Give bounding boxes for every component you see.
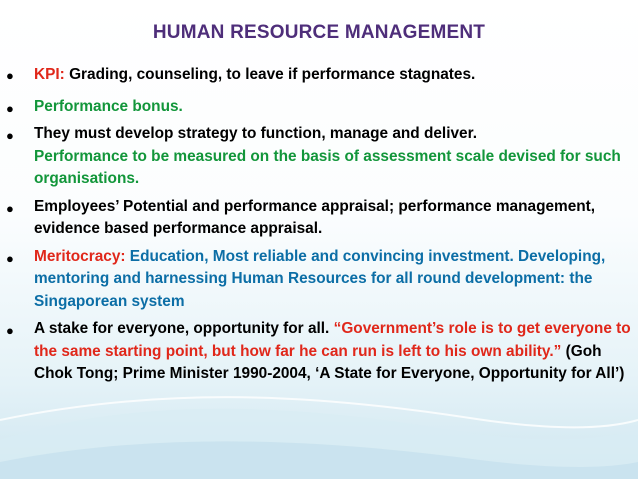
- kpi-text: Grading, counseling, to leave if performance stagnates.: [64, 66, 476, 83]
- stake-quote: “Government’s role is to get everyone to the same starting point, but how far he can run is left to his own ability.”: [34, 320, 631, 360]
- bullet-icon: ●: [6, 100, 14, 116]
- stake-citation: (Goh Chok Tong; Prime Minister 1990-2004, ‘A State for Everyone, Opportunity for All’): [34, 342, 625, 382]
- bullet-icon: ●: [6, 323, 14, 338]
- meritocracy-label: Meritocracy:: [34, 247, 126, 265]
- bullet-icon: ●: [6, 200, 14, 216]
- bullet-item-meritocracy: [4, 246, 636, 314]
- bullet-icon: ●: [6, 68, 14, 83]
- meritocracy-text: Education, Most reliable and convincing investment. Developing, mentoring and harnessing Human Resources for all round development: the Singaporean system: [34, 247, 606, 310]
- kpi-label: KPI:: [34, 66, 65, 83]
- stake-text: A stake for everyone, opportunity for all.: [34, 320, 330, 337]
- strategy-text: They must develop strategy to function, manage and deliver.: [34, 125, 478, 142]
- bullet-item-kpi: [4, 64, 636, 87]
- bullet-icon: ●: [6, 128, 14, 143]
- performance-bonus-text: Performance bonus.: [34, 97, 183, 115]
- bullet-item-appraisal: [4, 196, 636, 241]
- bullet-item-strategy: [4, 123, 636, 191]
- bullet-item-performance-bonus: [4, 96, 636, 119]
- slide-title: HUMAN RESOURCE MANAGEMENT: [152, 22, 486, 43]
- bullet-icon: ●: [6, 250, 14, 266]
- bullet-list: [4, 64, 636, 391]
- appraisal-text: Employees’ Potential and performance appraisal; performance management, evidence based performance appraisal.: [34, 197, 596, 237]
- bullet-item-stake: [4, 318, 636, 386]
- strategy-note: Performance to be measured on the basis of assessment scale devised for such organisations.: [34, 147, 621, 187]
